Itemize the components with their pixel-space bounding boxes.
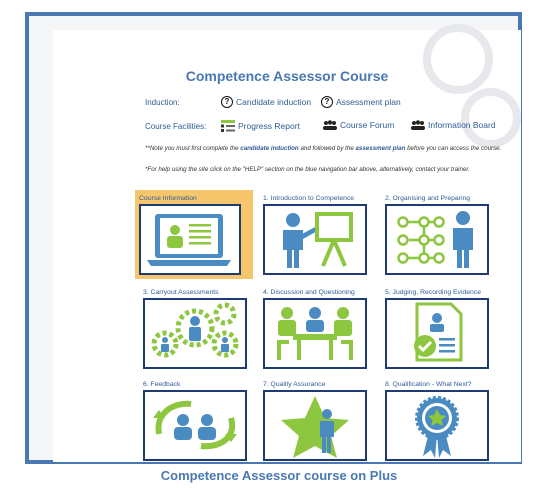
- tile-organising-and-preparing[interactable]: [385, 194, 497, 275]
- assessment-plan-inline-link[interactable]: assessment plan: [355, 145, 406, 152]
- tile-feedback[interactable]: [143, 380, 255, 461]
- progress-report-text: Progress Report: [238, 121, 300, 131]
- tile-label: 1. Introduction to Competence: [263, 195, 355, 202]
- tile-judging-recording-evidence[interactable]: [385, 288, 497, 369]
- award-icon: [385, 390, 489, 461]
- information-board-text: Information Board: [428, 120, 496, 130]
- background-gear-icon: [461, 88, 521, 148]
- tile-label: Course Information: [139, 195, 197, 202]
- assessment-plan-link[interactable]: [321, 96, 401, 108]
- tile-qualification-what-next[interactable]: [385, 380, 497, 461]
- tile-course-information[interactable]: [135, 190, 253, 279]
- tile-discussion-and-questioning[interactable]: [263, 288, 375, 369]
- information-board-link[interactable]: [411, 120, 496, 130]
- document-check-icon: [385, 298, 489, 369]
- tile-label: 3. Carryout Assessments: [143, 289, 219, 296]
- tile-label: 2. Organising and Preparing: [385, 195, 471, 202]
- candidate-induction-inline-link[interactable]: candidate induction: [240, 145, 299, 152]
- help-circle-icon: ?: [321, 96, 333, 108]
- tile-label: 7. Quality Assurance: [263, 381, 326, 388]
- course-forum-text: Course Forum: [340, 120, 395, 130]
- help-circle-icon: ?: [221, 96, 233, 108]
- flowchart-icon: [385, 204, 489, 275]
- screenshot-frame: [25, 12, 522, 464]
- page-title: Competence Assessor Course: [185, 68, 389, 84]
- meeting-icon: [263, 298, 367, 369]
- tile-label: 5. Judging, Recording Evidence: [385, 289, 481, 296]
- facilities-label: Course Facilities:: [145, 122, 207, 131]
- candidate-induction-text: Candidate induction: [236, 97, 312, 107]
- figure-caption: Competence Assessor course on Plus: [160, 468, 398, 483]
- tile-label: 4. Discussion and Questioning: [263, 289, 355, 296]
- progress-report-link[interactable]: [221, 120, 300, 132]
- tile-introduction-to-competence[interactable]: [263, 194, 375, 275]
- group-icon: [323, 120, 337, 130]
- laptop-icon: [139, 204, 241, 275]
- induction-note: **Note you must first complete the candidate induction and followed by the assessment plan before you can access the course.: [145, 145, 502, 152]
- course-forum-link[interactable]: [323, 120, 394, 130]
- group-icon: [411, 120, 425, 130]
- tile-label: 8. Qualification - What Next?: [385, 381, 472, 388]
- help-note: *For help using the site click on the "HELP" section on the blue navigation bar above, alternatively, contact your trainer.: [145, 166, 470, 173]
- feedback-icon: [143, 390, 247, 461]
- course-page: [53, 30, 521, 462]
- checklist-icon: [221, 120, 235, 132]
- tile-carryout-assessments[interactable]: [143, 288, 255, 369]
- assessment-plan-text: Assessment plan: [336, 97, 401, 107]
- tile-label: 6. Feedback: [143, 381, 181, 388]
- tile-quality-assurance[interactable]: [263, 380, 375, 461]
- gears-people-icon: [143, 298, 247, 369]
- induction-label: Induction:: [145, 98, 180, 107]
- presenter-icon: [263, 204, 367, 275]
- candidate-induction-link[interactable]: [221, 96, 311, 108]
- star-person-icon: [263, 390, 367, 461]
